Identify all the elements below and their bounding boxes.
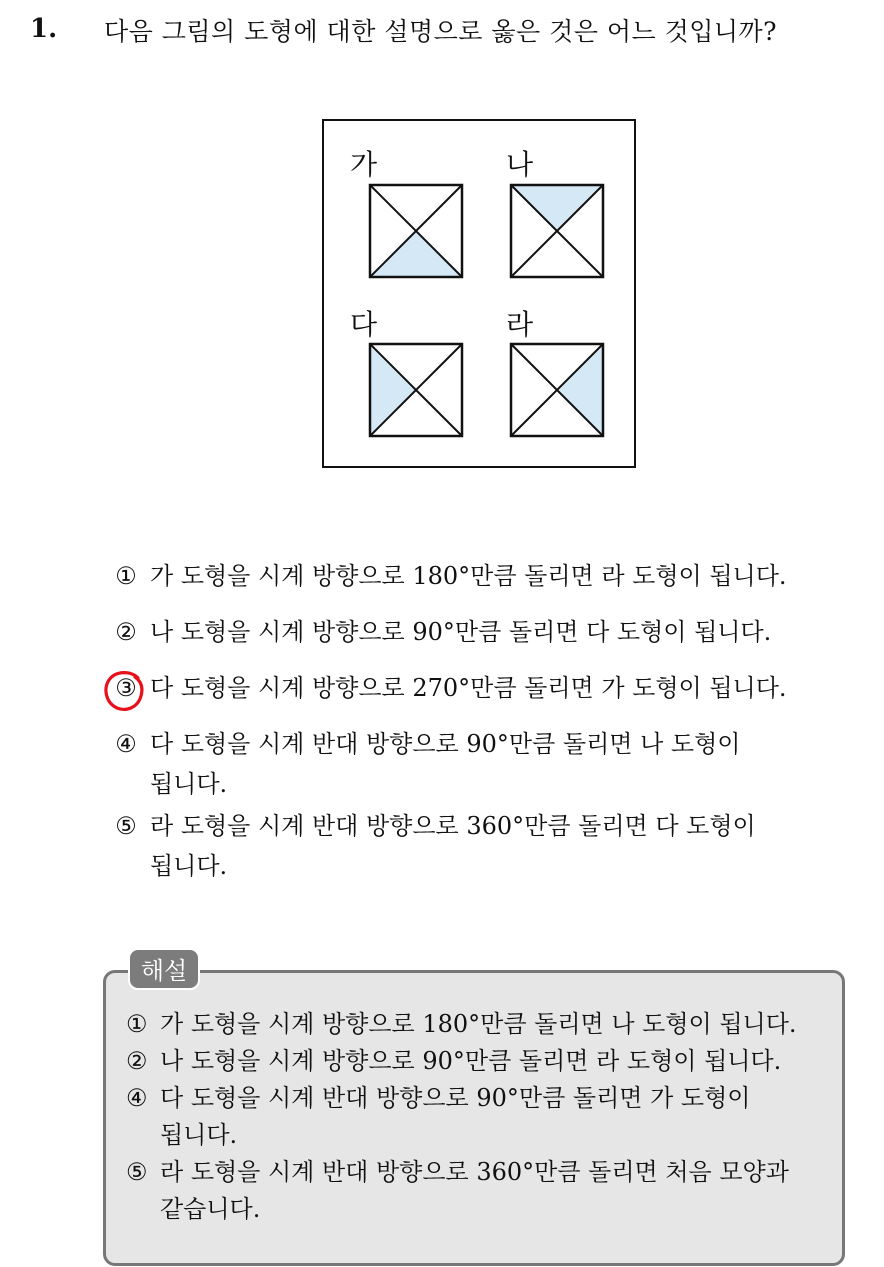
- option-number: ①: [115, 562, 137, 590]
- option-number: ④: [115, 730, 137, 758]
- solution-number: ④: [126, 1084, 148, 1112]
- figure-square-na: [509, 183, 605, 279]
- solution-lines: [126, 1006, 826, 1228]
- option-2[interactable]: [108, 612, 848, 652]
- solution-text: 나 도형을 시계 방향으로 90°만큼 돌리면 라 도형이 됩니다.: [160, 1047, 782, 1075]
- shaded-triangle: [370, 231, 462, 277]
- solution-tag: 해설: [128, 948, 200, 990]
- option-number: ⑤: [115, 812, 137, 840]
- solution-number: ①: [126, 1010, 148, 1038]
- figure-label-na: 나: [506, 148, 534, 181]
- solution-text-continued: 같습니다.: [160, 1195, 261, 1223]
- figure-label-da: 다: [350, 308, 378, 341]
- solution-line-1: [126, 1006, 826, 1043]
- option-3[interactable]: [108, 668, 848, 708]
- solution-text: 다 도형을 시계 반대 방향으로 90°만큼 돌리면 가 도형이: [160, 1084, 751, 1112]
- shaded-triangle: [370, 344, 416, 436]
- options-list: [108, 556, 848, 888]
- option-text-continued: 됩니다.: [150, 770, 228, 798]
- option-5[interactable]: [108, 806, 848, 886]
- figure-label-ga: 가: [350, 148, 378, 181]
- figure-square-ra: [509, 342, 605, 438]
- solution-line-3: [126, 1080, 826, 1154]
- solution-line-4: [126, 1154, 826, 1228]
- option-number: ③: [115, 674, 137, 702]
- solution-line-2: [126, 1043, 826, 1080]
- option-text: 라 도형을 시계 반대 방향으로 360°만큼 돌리면 다 도형이: [150, 812, 756, 840]
- option-text: 나 도형을 시계 방향으로 90°만큼 돌리면 다 도형이 됩니다.: [150, 618, 772, 646]
- option-text-continued: 됩니다.: [150, 852, 228, 880]
- solution-number: ⑤: [126, 1158, 148, 1186]
- question-stem: 다음 그림의 도형에 대한 설명으로 옳은 것은 어느 것입니까?: [104, 17, 778, 46]
- option-text: 다 도형을 시계 반대 방향으로 90°만큼 돌리면 나 도형이: [150, 730, 741, 758]
- solution-number: ②: [126, 1047, 148, 1075]
- shaded-triangle: [557, 344, 603, 436]
- figure-square-da: [368, 342, 464, 438]
- figure-box: [322, 119, 636, 468]
- option-1[interactable]: [108, 556, 848, 596]
- option-4[interactable]: [108, 724, 848, 804]
- solution-text-continued: 됩니다.: [160, 1121, 238, 1149]
- option-number: ②: [115, 618, 137, 646]
- figure-label-ra: 라: [506, 308, 534, 341]
- shaded-triangle: [511, 185, 603, 231]
- question-number: 1.: [30, 14, 58, 44]
- figure-square-ga: [368, 183, 464, 279]
- option-text: 가 도형을 시계 방향으로 180°만큼 돌리면 라 도형이 됩니다.: [150, 562, 787, 590]
- solution-text: 가 도형을 시계 방향으로 180°만큼 돌리면 나 도형이 됩니다.: [160, 1010, 797, 1038]
- solution-text: 라 도형을 시계 반대 방향으로 360°만큼 돌리면 처음 모양과: [160, 1158, 789, 1186]
- option-text: 다 도형을 시계 방향으로 270°만큼 돌리면 가 도형이 됩니다.: [150, 674, 787, 702]
